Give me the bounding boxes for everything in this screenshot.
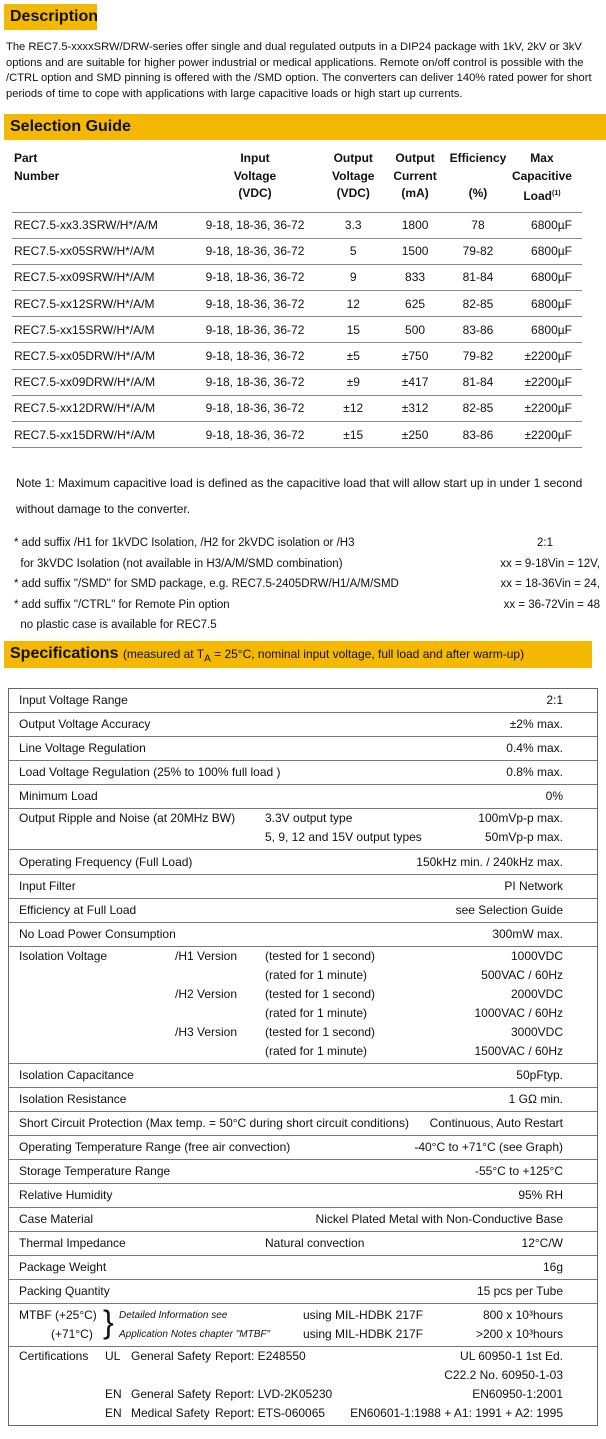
cell-eff: 81-84 <box>446 369 510 395</box>
cell-part: REC7.5-xx12SRW/H*/A/M <box>12 291 188 317</box>
spec-row-frequency: Operating Frequency (Full Load) 150kHz min. / 240kHz max. <box>9 849 597 874</box>
spec-row-min-load: Minimum Load 0% <box>9 784 597 808</box>
cell-vin: 9-18, 18-36, 36-72 <box>188 395 323 421</box>
xx-line: xx = 18-36Vin = 24, <box>500 578 600 590</box>
spec-row-package-weight: Package Weight 16g <box>9 1255 597 1279</box>
spec-row-line-regulation: Line Voltage Regulation 0.4% max. <box>9 736 597 760</box>
cell-iout: ±417 <box>384 369 446 395</box>
col-header-capacitive-load: Max Capacitive Load$^{(1)}$ <box>511 151 572 203</box>
suffix-line: no plastic case is available for REC7.5 <box>14 619 217 631</box>
cell-eff: 82-85 <box>446 395 510 421</box>
spec-row-ripple: Output Ripple and Noise (at 20MHz BW) 3.3V output type 100mVp-p max. 5, 9, 12 and 15V output types 50mVp-p max. <box>9 808 597 849</box>
spec-row-packing-quantity: Packing Quantity 15 pcs per Tube <box>9 1279 597 1303</box>
table-header-row <box>12 150 582 212</box>
col-header-output-current: Output Current (mA) <box>393 151 437 200</box>
spec-row-input-range: Input Voltage Range 2:1 <box>19 693 563 707</box>
cell-iout: 1800 <box>384 212 446 238</box>
col-header-input: Input Voltage (VDC) <box>233 151 277 200</box>
cell-vin: 9-18, 18-36, 36-72 <box>188 422 323 448</box>
col-header-efficiency: Efficiency (%) <box>449 151 507 200</box>
spec-row-no-load: No Load Power Consumption 300mW max. <box>9 922 597 946</box>
cell-vout: 15 <box>322 317 384 343</box>
cell-vout: ±15 <box>322 422 384 448</box>
table-row <box>12 317 582 343</box>
cell-part: REC7.5-xx15SRW/H*/A/M <box>12 317 188 343</box>
spec-row-input-filter: Input Filter PI Network <box>9 874 597 898</box>
cell-vout: 3.3 <box>322 212 384 238</box>
col-header-part: Part Number <box>14 151 60 183</box>
cell-cap: 6800µF <box>510 238 582 264</box>
spec-row-efficiency: Efficiency at Full Load see Selection Guide <box>9 898 597 922</box>
spec-row-operating-temp: Operating Temperature Range (free air convection) -40°C to +71°C (see Graph) <box>9 1135 597 1159</box>
cell-vin: 9-18, 18-36, 36-72 <box>188 238 323 264</box>
spec-row-humidity: Relative Humidity 95% RH <box>9 1183 597 1207</box>
cell-cap: 6800µF <box>510 212 582 238</box>
specifications-heading: Specifications (measured at $T_A = 25^\circ C$, nominal input voltage, full load and after warm-up) <box>4 641 592 668</box>
suffix-notes <box>14 533 454 636</box>
description-text: The REC7.5-xxxxSRW/DRW-series offer single and dual regulated outputs in a DIP24 package with 1kV, 2kV or 3kV options and are suitable for higher power industrial or medical applications. Remote on/off control is possible with the /CTRL option and SMD pinning is offered with the /SMD option. The converters can deliver 140% rated power for short periods of time to cope with applications with large capacitive loads or high start up currents. <box>6 41 592 100</box>
spec-row-storage-temp: Storage Temperature Range -55°C to +125°C <box>9 1159 597 1183</box>
table-row <box>12 264 582 290</box>
cell-cap: 6800µF <box>510 264 582 290</box>
cell-eff: 83-86 <box>446 317 510 343</box>
spec-row-load-regulation: Load Voltage Regulation (25% to 100% full load ) 0.8% max. <box>9 760 597 784</box>
cell-eff: 81-84 <box>446 264 510 290</box>
cell-eff: 79-82 <box>446 238 510 264</box>
suffix-line: for 3kVDC Isolation (not available in H3/A/M/SMD combination) <box>14 557 343 570</box>
cell-eff: 83-86 <box>446 422 510 448</box>
table-row <box>12 343 582 369</box>
cell-vout: ±12 <box>322 395 384 421</box>
cell-part: REC7.5-xx05DRW/H*/A/M <box>12 343 188 369</box>
cell-iout: 500 <box>384 317 446 343</box>
cell-vout: 5 <box>322 238 384 264</box>
cell-vin: 9-18, 18-36, 36-72 <box>188 212 323 238</box>
cell-iout: ±312 <box>384 395 446 421</box>
cell-iout: 833 <box>384 264 446 290</box>
spec-row-isolation-voltage: Isolation Voltage /H1 Version (tested for 1 second) 1000VDC (rated for 1 minute) 500VAC / 60Hz /H2 Version (tested for 1 second) 2000VDC (rated for 1 minute) 1000VAC / 60Hz /H3 Version (tested for 1 second) 3000VDC (rated for 1 minute) 1500VAC / 60Hz <box>9 946 597 1063</box>
cell-vin: 9-18, 18-36, 36-72 <box>188 264 323 290</box>
cell-cap: 6800µF <box>510 317 582 343</box>
cell-part: REC7.5-xx12DRW/H*/A/M <box>12 395 188 421</box>
spec-row-accuracy: Output Voltage Accuracy ±2% max. <box>9 712 597 736</box>
table-row <box>12 395 582 421</box>
xx-line: xx = 36-72Vin = 48 <box>503 598 600 611</box>
cell-iout: 1500 <box>384 238 446 264</box>
cell-cap: ±2200µF <box>510 369 582 395</box>
cell-vin: 9-18, 18-36, 36-72 <box>188 291 323 317</box>
cell-eff: 78 <box>446 212 510 238</box>
cell-eff: 79-82 <box>446 343 510 369</box>
cell-cap: 6800µF <box>510 291 582 317</box>
cell-cap: ±2200µF <box>510 395 582 421</box>
cell-vin: 9-18, 18-36, 36-72 <box>188 369 323 395</box>
spec-row-short-circuit: Short Circuit Protection (Max temp. = 50°C during short circuit conditions) Continuous, Auto Restart <box>9 1111 597 1135</box>
ratio-label: 2:1 <box>537 537 553 549</box>
cell-iout: 625 <box>384 291 446 317</box>
table-row <box>12 238 582 264</box>
cell-cap: ±2200µF <box>510 422 582 448</box>
table-row <box>12 369 582 395</box>
cell-eff: 82-85 <box>446 291 510 317</box>
suffix-line: * add suffix "/CTRL" for Remote Pin option <box>14 598 230 611</box>
spec-row-thermal-impedance: Thermal Impedance Natural convection 12°C/W <box>9 1231 597 1255</box>
col-header-output-voltage: Output Voltage (VDC) <box>332 151 375 200</box>
cell-vout: ±9 <box>322 369 384 395</box>
cell-iout: ±250 <box>384 422 446 448</box>
cell-vout: ±5 <box>322 343 384 369</box>
cell-vout: 9 <box>322 264 384 290</box>
cell-part: REC7.5-xx05SRW/H*/A/M <box>12 238 188 264</box>
selection-guide-heading: Selection Guide <box>4 114 606 140</box>
cell-cap: ±2200µF <box>510 343 582 369</box>
suffix-line: * add suffix "/SMD" for SMD package, e.g. REC7.5-2405DRW/H1/A/M/SMD <box>14 578 399 590</box>
xx-legend <box>450 533 600 615</box>
description-heading: Description <box>4 4 97 30</box>
spec-row-certifications: Certifications UL General Safety Report: E248550 UL 60950-1 1st Ed. C22.2 No. 60950-1-03 EN General Safety Report: LVD-2K05230 EN60950-1:2001 EN Medical Safety Report: ETS-060065 EN60601-1:1988 + A1: 1991 + A2: 1995 <box>9 1346 597 1425</box>
cell-iout: ±750 <box>384 343 446 369</box>
cell-part: REC7.5-xx3.3SRW/H*/A/M <box>12 212 188 238</box>
spec-row-mtbf: } MTBF (+25°C) Detailed Information see using MIL-HDBK 217F 800 x 10³hours (+71°C) Application Notes chapter "MTBF" using MIL-HDBK 217F >200 x 10³hours <box>9 1303 597 1346</box>
spec-row-isolation-capacitance: Isolation Capacitance 50pFtyp. <box>9 1063 597 1087</box>
specifications-table <box>8 688 598 1426</box>
cell-part: REC7.5-xx15DRW/H*/A/M <box>12 422 188 448</box>
cell-vout: 12 <box>322 291 384 317</box>
selection-guide-table <box>12 150 582 448</box>
cell-part: REC7.5-xx09SRW/H*/A/M <box>12 264 188 290</box>
cell-part: REC7.5-xx09DRW/H*/A/M <box>12 369 188 395</box>
cell-vin: 9-18, 18-36, 36-72 <box>188 343 323 369</box>
spec-row-case-material: Case Material Nickel Plated Metal with Non-Conductive Base <box>9 1207 597 1231</box>
spec-row-isolation-resistance: Isolation Resistance 1 GΩ min. <box>9 1087 597 1111</box>
table-row <box>12 422 582 448</box>
brace-symbol: } <box>103 1304 114 1340</box>
table-row <box>12 212 582 238</box>
xx-line: xx = 9-18Vin = 12V, <box>500 557 600 570</box>
suffix-line: * add suffix /H1 for 1kVDC Isolation, /H2 for 2kVDC isolation or /H3 <box>14 537 355 549</box>
specifications-subtitle: (measured at $T_A = 25^\circ C$, nominal input voltage, full load and after warm-up) <box>122 647 525 665</box>
note-1: Note 1: Maximum capacitive load is defined as the capacitive load that will allow start up in under 1 second without damage to the converter. <box>16 476 583 516</box>
cell-vin: 9-18, 18-36, 36-72 <box>188 317 323 343</box>
table-row <box>12 291 582 317</box>
